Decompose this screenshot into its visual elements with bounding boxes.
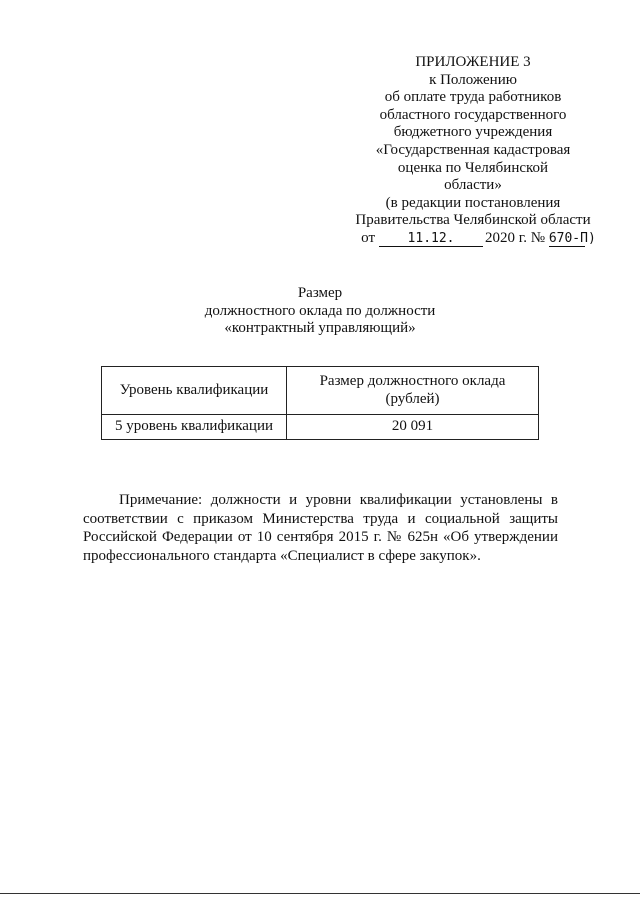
salary-table	[101, 366, 539, 440]
appendix-line: к Положению	[429, 71, 517, 88]
resolution-number-field: 670-П)	[548, 230, 596, 246]
appendix-line: областного государственного	[379, 106, 567, 123]
title-line-2: должностного оклада по должности	[204, 302, 436, 319]
column-header-salary: Размер должностного оклада (рублей)	[287, 367, 539, 415]
appendix-title: ПРИЛОЖЕНИЕ 3	[415, 54, 531, 70]
title-line-3: «контрактный управляющий»	[224, 320, 416, 336]
appendix-line: об оплате труда работников	[384, 89, 562, 106]
document-title	[120, 285, 520, 338]
appendix-line: бюджетного учреждения	[393, 124, 553, 141]
table-row	[102, 415, 539, 440]
column-header-qualification: Уровень квалификации	[102, 367, 287, 415]
salary-cell: 20 091	[287, 415, 539, 440]
page-bottom-divider	[0, 893, 640, 894]
appendix-header	[340, 54, 606, 248]
appendix-line: «Государственная кадастровая	[375, 141, 571, 158]
note-paragraph: Примечание: должности и уровни квалификации установлены в соответствии с приказом Министерства труда и социальной защиты Российской Федерации от 10 сентября 2015 г. № 625н «Об утверждении профессионального стандарта «Специалист в сфере закупок».	[83, 492, 558, 564]
appendix-line: Правительства Челябинской области	[355, 212, 591, 229]
resolution-date-field: 11.12.	[379, 231, 483, 247]
number-sign: №	[530, 229, 546, 246]
appendix-line: области»	[444, 177, 502, 194]
qualification-cell: 5 уровень квалификации	[102, 415, 287, 440]
appendix-line: (в редакции постановления	[385, 194, 561, 211]
resolution-year: 2020 г.	[485, 229, 527, 246]
table-header-row	[102, 367, 539, 415]
date-prefix: от	[361, 229, 376, 246]
resolution-date-row	[340, 230, 606, 248]
appendix-line: оценка по Челябинской	[397, 159, 549, 176]
title-line-1: Размер	[297, 285, 343, 301]
